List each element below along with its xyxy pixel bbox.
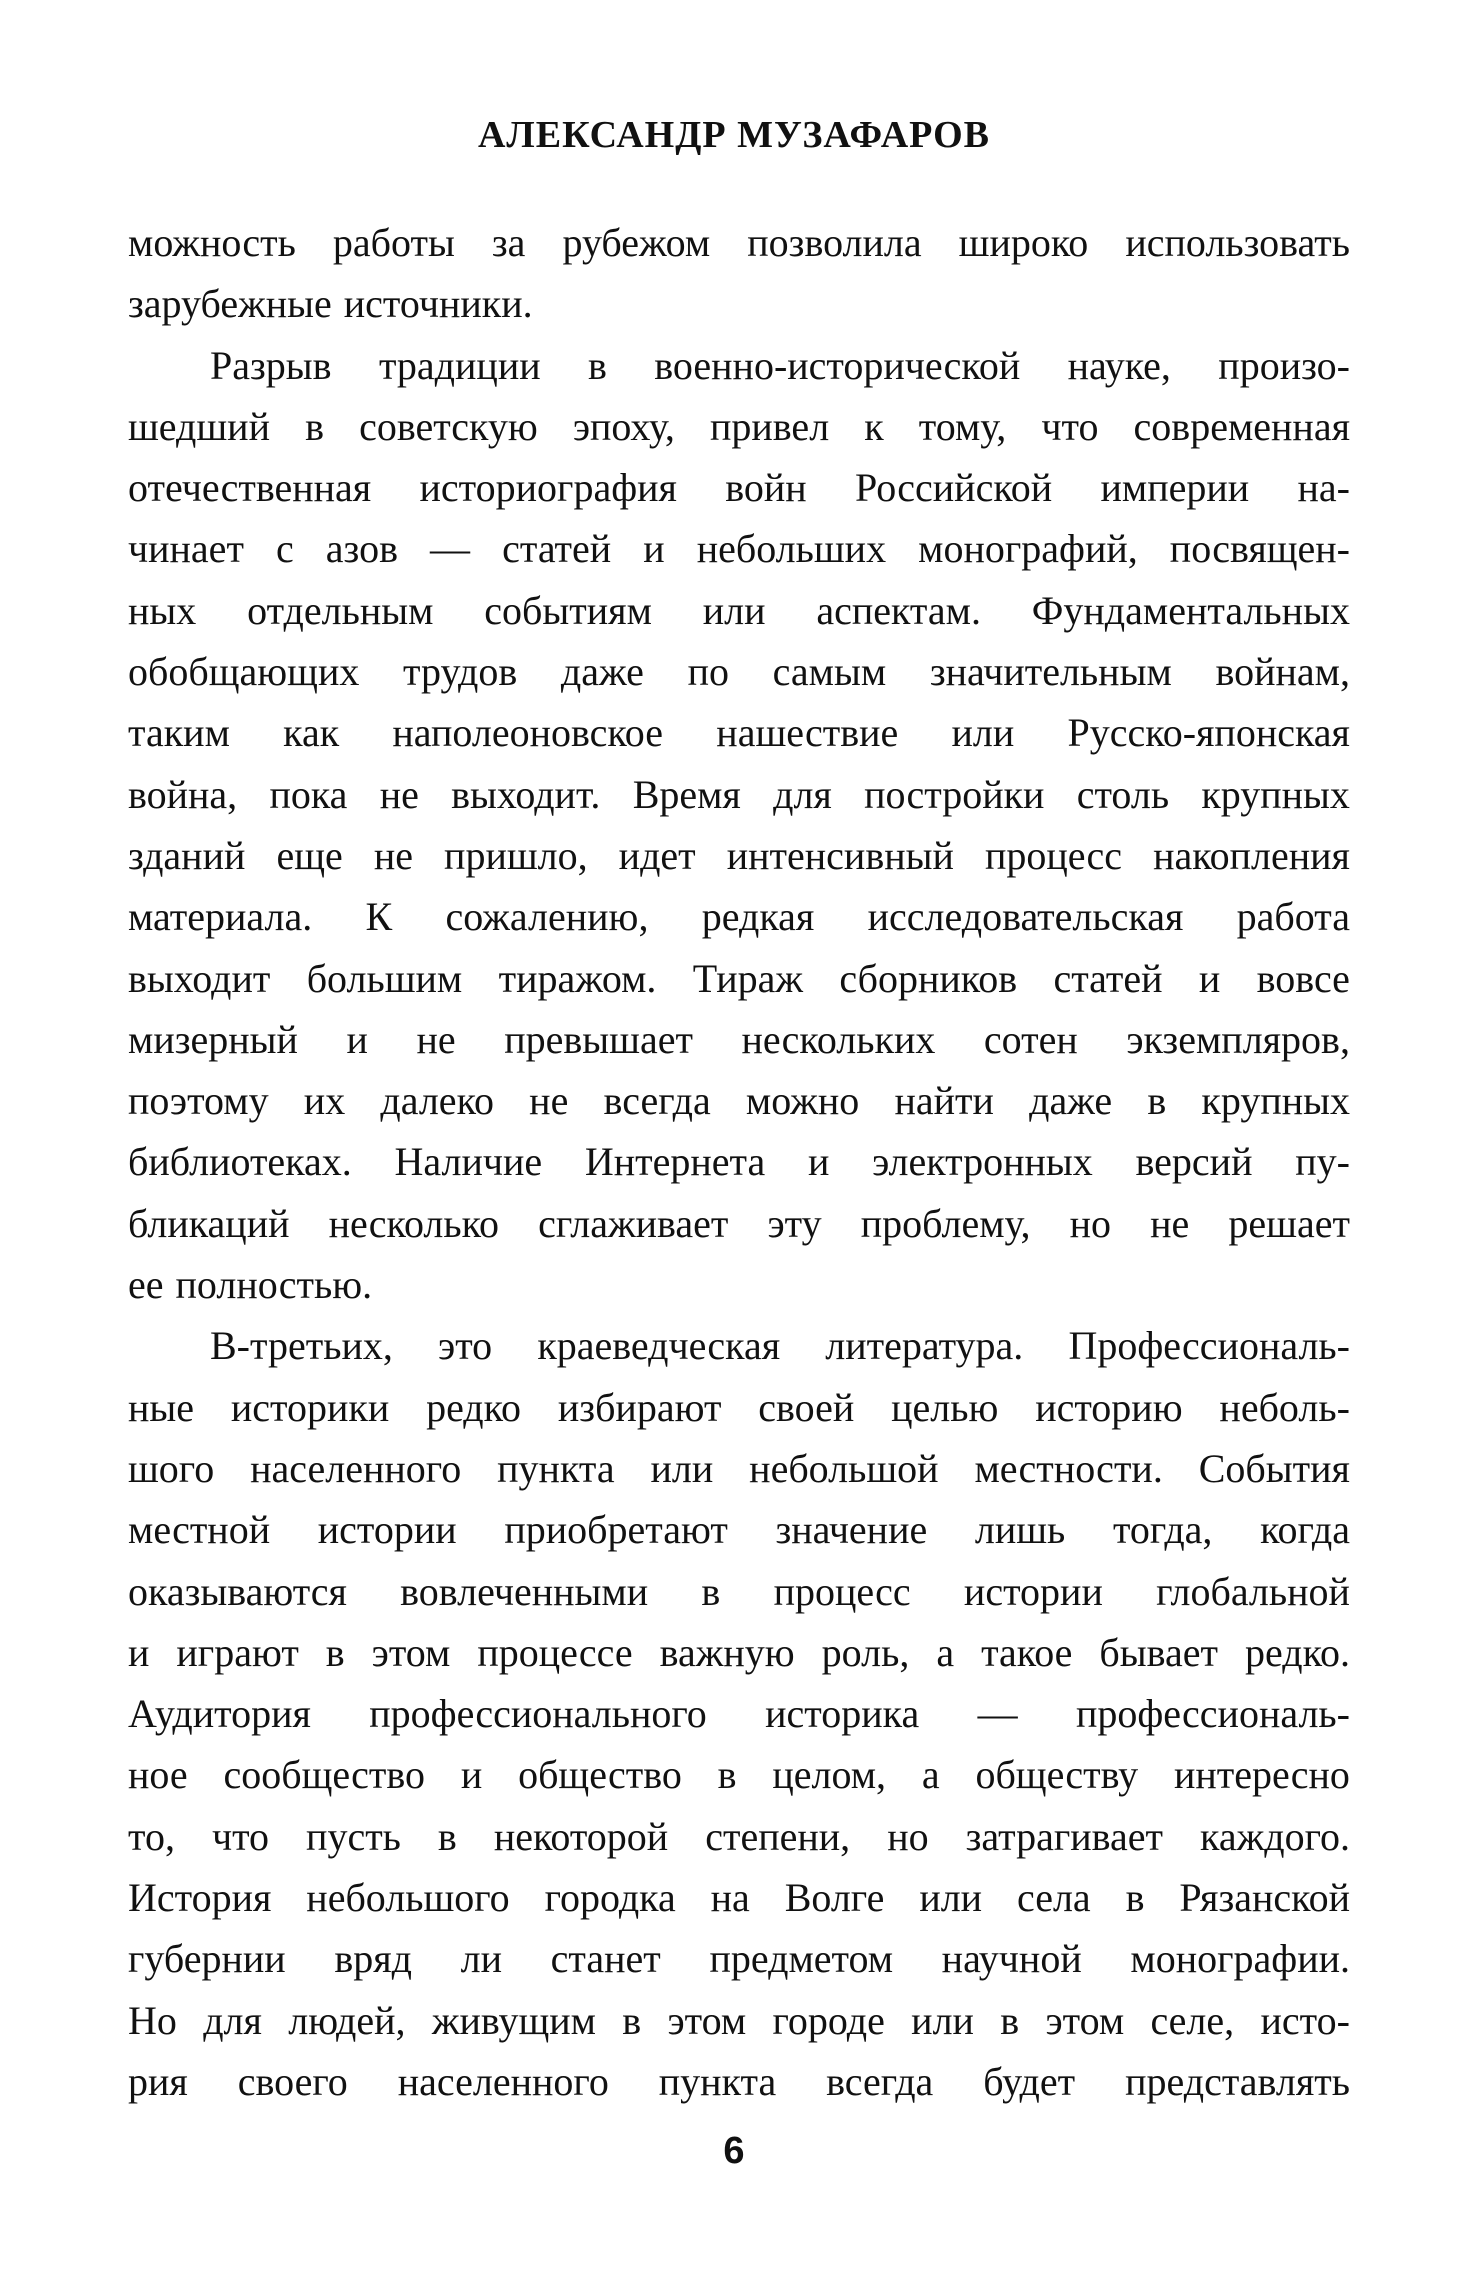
text-line: зарубежные источники. [128,281,533,327]
text-line: оказываются вовлеченными в процесс истории глобальной [128,1568,1350,1614]
text-line: ных отдельным событиям или аспектам. Фундаментальных [128,587,1350,633]
text-line: ные историки редко избирают своей целью историю неболь- [128,1384,1350,1430]
text-line: ее полностью. [128,1262,373,1308]
text-line: мизерный и не превышает нескольких сотен экземпляров, [128,1016,1350,1062]
text-line: местной истории приобретают значение лишь тогда, когда [128,1507,1350,1553]
text-line: История небольшого городка на Волге или села в Рязанской [128,1875,1350,1921]
running-header-author: АЛЕКСАНДР МУЗАФАРОВ [477,114,991,156]
text-line: таким как наполеоновское нашествие или Русско-японская [128,710,1350,756]
text-line: война, пока не выходит. Время для постройки столь крупных [128,771,1350,817]
text-line: ное сообщество и общество в целом, а обществу интересно [128,1752,1350,1798]
text-line: рия своего населенного пункта всегда будет представлять [128,2058,1350,2104]
text-line: отечественная историография войн Российской империи на- [128,465,1350,511]
text-line: Аудитория профессионального историка — профессиональ- [128,1691,1350,1737]
text-line: шедший в советскую эпоху, привел к тому, что современная [128,403,1350,449]
body-text [128,212,1350,2112]
text-line: бликаций несколько сглаживает эту проблему, но не решает [128,1200,1350,1246]
text-line: и играют в этом процессе важную роль, а такое бывает редко. [128,1629,1350,1675]
text-line: библиотеках. Наличие Интернета и электронных версий пу- [128,1139,1350,1185]
text-line: шого населенного пункта или небольшой местности. События [128,1445,1350,1491]
text-line: то, что пусть в некоторой степени, но затрагивает каждого. [128,1813,1350,1859]
text-line: выходит большим тиражом. Тираж сборников статей и вовсе [128,955,1350,1001]
text-line: поэтому их далеко не всегда можно найти даже в крупных [128,1078,1350,1124]
text-line: обобщающих трудов даже по самым значительным войнам, [128,649,1350,695]
page-number: 6 [723,2130,745,2172]
text-line: Разрыв традиции в военно-исторической науке, произо- [210,342,1350,388]
text-line: материала. К сожалению, редкая исследовательская работа [128,894,1350,940]
text-line: В-третьих, это краеведческая литература. Профессиональ- [210,1323,1350,1369]
text-line: Но для людей, живущим в этом городе или в этом селе, исто- [128,1997,1350,2043]
text-line: чинает с азов — статей и небольших монографий, посвящен- [128,526,1350,572]
text-line: можность работы за рубежом позволила широко использовать [128,220,1350,265]
text-line: зданий еще не пришло, идет интенсивный процесс накопления [128,832,1350,878]
text-line: губернии вряд ли станет предметом научной монографии. [128,1936,1350,1982]
